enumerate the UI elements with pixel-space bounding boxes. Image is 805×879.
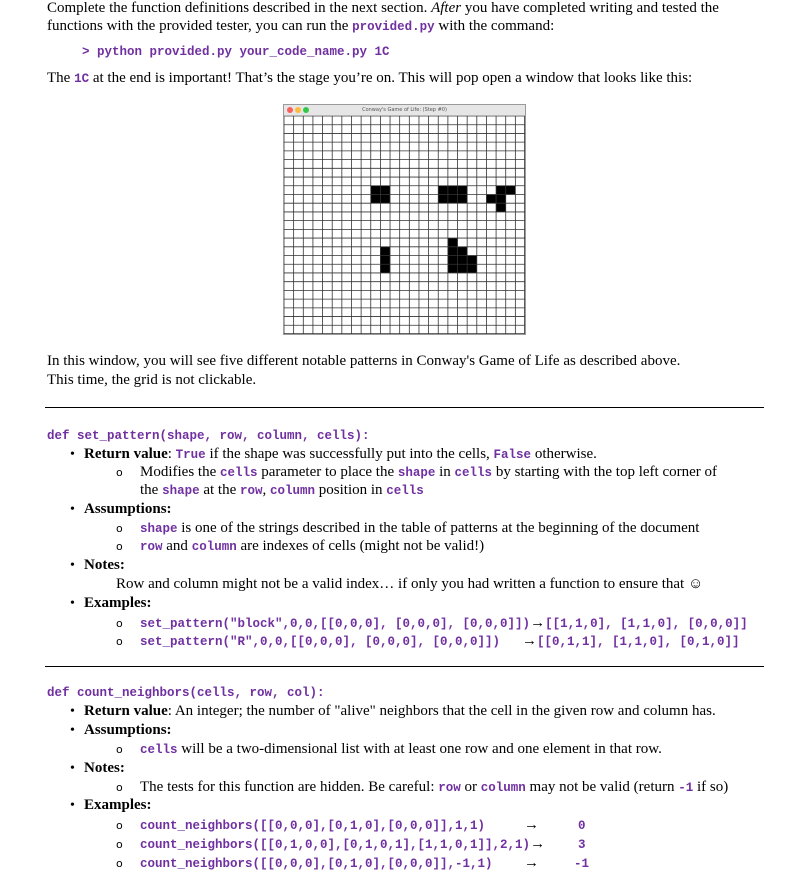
count-neighbors-assumptions bbox=[70, 722, 172, 739]
set-pattern-notes bbox=[70, 557, 125, 574]
bullet-icon: • bbox=[70, 761, 75, 776]
alive-cell bbox=[467, 256, 477, 265]
label: Notes: bbox=[84, 557, 125, 573]
count-neighbors-example-1-result: 0 bbox=[578, 819, 586, 833]
section-divider bbox=[45, 407, 764, 408]
after-window-line-2: This time, the grid is not clickable. bbox=[47, 372, 257, 388]
alive-cell bbox=[380, 264, 390, 273]
alive-cell bbox=[467, 264, 477, 273]
intro-line-1 bbox=[47, 0, 719, 17]
sub-bullet-icon: o bbox=[116, 857, 123, 870]
inline-code: 1C bbox=[74, 72, 90, 86]
intro-text: at the end is important! That’s the stage you’re on. This will pop open a window that looks like this: bbox=[89, 70, 693, 86]
count-neighbors-example-2-result: 3 bbox=[578, 838, 586, 852]
alive-cell bbox=[496, 203, 506, 212]
alive-cell bbox=[458, 264, 468, 273]
bullet-icon: • bbox=[70, 447, 75, 462]
alive-cell bbox=[506, 186, 516, 195]
alive-cell bbox=[380, 194, 390, 203]
count-neighbors-example-3: o count_neighbors([[0,0,0],[0,1,0],[0,0,0]],-1,1) bbox=[116, 857, 493, 871]
alive-cell bbox=[448, 186, 458, 195]
alive-cell bbox=[448, 238, 458, 247]
intro-line-2 bbox=[47, 18, 554, 35]
section-divider bbox=[45, 666, 764, 667]
count-neighbors-examples bbox=[70, 797, 152, 814]
set-pattern-assumption-1: o shape is one of the strings described in the table of patterns at the beginning of the document bbox=[116, 520, 700, 536]
window-titlebar bbox=[284, 105, 525, 116]
count-neighbors-return: • Return value: An integer; the number of "alive" neighbors that the cell in the given row and column has. bbox=[70, 703, 716, 719]
set-pattern-return-detail-2: the shape at the row, column position in cells bbox=[140, 482, 424, 498]
after-window-line-1: In this window, you will see five different notable patterns in Conway's Game of Life as described above. bbox=[47, 353, 681, 369]
sub-bullet-icon: o bbox=[116, 838, 123, 851]
sub-bullet-icon: o bbox=[116, 635, 123, 648]
count-neighbors-example-3-arrow: → bbox=[524, 855, 539, 871]
intro-emphasis: After bbox=[431, 0, 462, 16]
set-pattern-assumption-2: o row and column are indexes of cells (might not be valid!) bbox=[116, 538, 485, 554]
sub-bullet-icon: o bbox=[116, 466, 123, 479]
count-neighbors-example-1-arrow: → bbox=[524, 817, 539, 833]
life-grid bbox=[284, 116, 525, 334]
intro-text: you have completed writing and tested the bbox=[461, 0, 719, 16]
intro-text: functions with the provided tester, you can run the bbox=[47, 18, 353, 34]
set-pattern-example-1: o set_pattern("block",0,0,[[0,0,0], [0,0,0], [0,0,0]])→[[1,1,0], [1,1,0], [0,0,0]] bbox=[116, 615, 748, 631]
alive-cell bbox=[448, 194, 458, 203]
bullet-icon: • bbox=[70, 798, 75, 813]
count-neighbors-signature: def count_neighbors(cells, row, col): bbox=[47, 686, 325, 700]
label: Examples: bbox=[84, 595, 152, 611]
count-neighbors-notes bbox=[70, 760, 125, 777]
label: Return value bbox=[84, 446, 168, 462]
alive-cell bbox=[438, 194, 448, 203]
alive-cell bbox=[380, 256, 390, 265]
alive-cell bbox=[458, 194, 468, 203]
alive-cell bbox=[371, 186, 381, 195]
alive-cell bbox=[380, 247, 390, 256]
intro-line-3 bbox=[47, 70, 692, 87]
alive-cell bbox=[438, 186, 448, 195]
label: Return value bbox=[84, 703, 168, 719]
alive-cell bbox=[458, 256, 468, 265]
inline-code: False bbox=[493, 448, 532, 462]
set-pattern-example-2: o set_pattern("R",0,0,[[0,0,0], [0,0,0], [0,0,0]]) bbox=[116, 635, 501, 649]
set-pattern-return-detail-1: o Modifies the cells parameter to place the shape in cells by starting with the top left corner of bbox=[116, 464, 718, 480]
set-pattern-signature: def set_pattern(shape, row, column, cells): bbox=[47, 429, 370, 443]
count-neighbors-example-3-result: -1 bbox=[574, 857, 590, 871]
sub-bullet-icon: o bbox=[116, 819, 123, 832]
count-neighbors-example-2: o count_neighbors([[0,1,0,0],[0,1,0,1],[1,1,0,1]],2,1)→ bbox=[116, 836, 546, 852]
sub-bullet-icon: o bbox=[116, 781, 123, 794]
bullet-icon: • bbox=[70, 723, 75, 738]
label: Notes: bbox=[84, 760, 125, 776]
sub-bullet-icon: o bbox=[116, 522, 123, 535]
intro-text: Complete the function definitions described in the next section. bbox=[47, 0, 432, 16]
set-pattern-example-2-result: →[[0,1,1], [1,1,0], [0,1,0]] bbox=[522, 633, 740, 649]
intro-text: with the command: bbox=[434, 18, 555, 34]
inline-code: provided.py bbox=[352, 20, 435, 34]
text: otherwise. bbox=[531, 446, 597, 462]
bullet-icon: • bbox=[70, 502, 75, 517]
sub-bullet-icon: o bbox=[116, 540, 123, 553]
bullet-icon: • bbox=[70, 596, 75, 611]
alive-cell bbox=[458, 247, 468, 256]
alive-cell bbox=[486, 194, 496, 203]
window-title: Conway's Game of Life: (Step #0) bbox=[362, 107, 447, 113]
sub-bullet-icon: o bbox=[116, 617, 123, 630]
alive-cell bbox=[371, 194, 381, 203]
alive-cell bbox=[448, 264, 458, 273]
alive-cell bbox=[496, 186, 506, 195]
game-of-life-window bbox=[283, 104, 526, 335]
inline-code: True bbox=[175, 448, 206, 462]
bullet-icon: • bbox=[70, 558, 75, 573]
bullet-icon: • bbox=[70, 704, 75, 719]
set-pattern-note-1: Row and column might not be a valid index… if only you had written a function to ensure that ☺ bbox=[116, 576, 704, 592]
alive-cell bbox=[448, 247, 458, 256]
command-line: > python provided.py your_code_name.py 1C bbox=[82, 45, 390, 59]
set-pattern-return bbox=[70, 446, 597, 463]
count-neighbors-example-1: o count_neighbors([[0,0,0],[0,1,0],[0,0,0]],1,1) bbox=[116, 819, 486, 833]
set-pattern-examples bbox=[70, 595, 152, 612]
count-neighbors-note-1: o The tests for this function are hidden. Be careful: row or column may not be valid (return -1 if so) bbox=[116, 779, 729, 795]
set-pattern-assumptions bbox=[70, 501, 172, 518]
text: if the shape was successfully put into the cells, bbox=[205, 446, 494, 462]
label: Examples: bbox=[84, 797, 152, 813]
text: : bbox=[167, 446, 176, 462]
count-neighbors-assumption-1: o cells will be a two-dimensional list with at least one row and one element in that row. bbox=[116, 741, 662, 757]
alive-cell bbox=[448, 256, 458, 265]
alive-cell bbox=[496, 194, 506, 203]
alive-cell bbox=[380, 186, 390, 195]
label: Assumptions: bbox=[84, 722, 172, 738]
label: Assumptions: bbox=[84, 501, 172, 517]
intro-text: The bbox=[47, 70, 75, 86]
alive-cell bbox=[458, 186, 468, 195]
sub-bullet-icon: o bbox=[116, 743, 123, 756]
